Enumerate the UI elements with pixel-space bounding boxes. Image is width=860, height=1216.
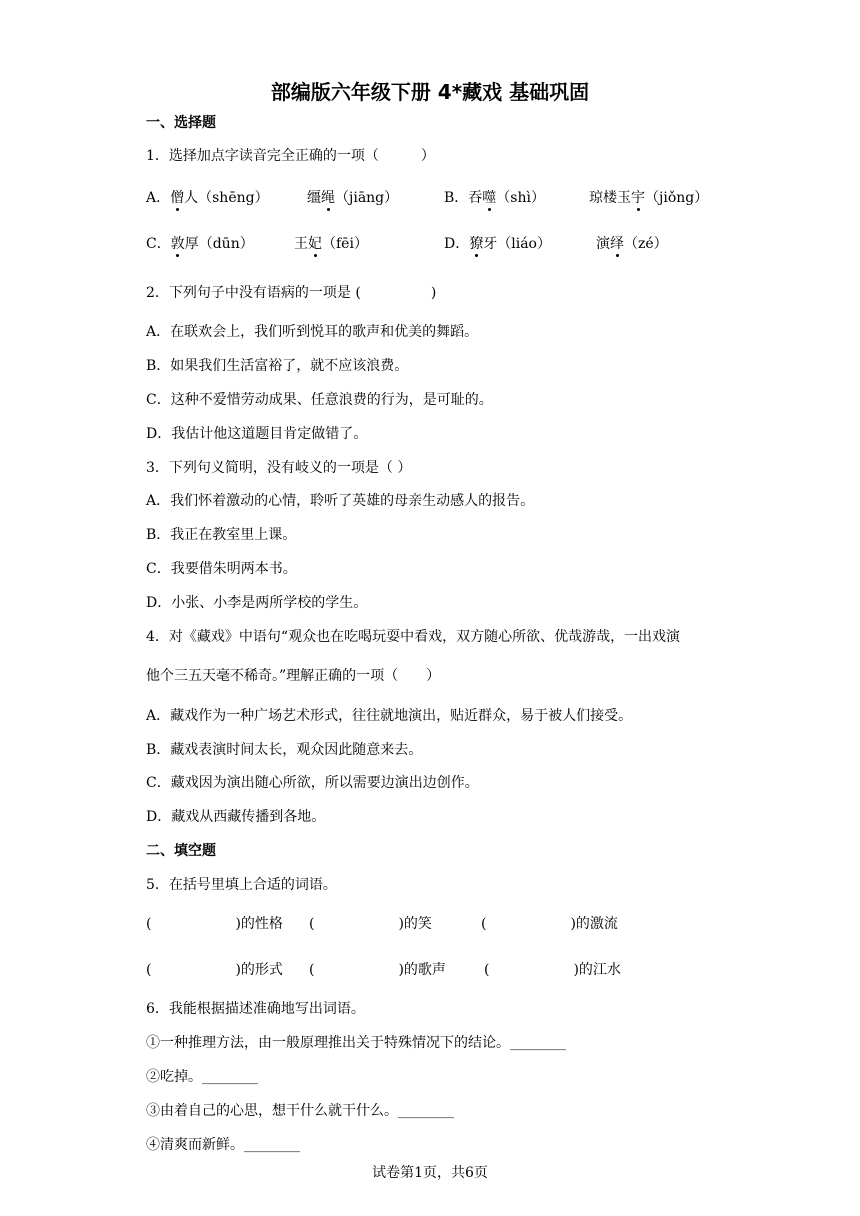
q1-option-b: B．吞噬（shì） [444, 187, 545, 207]
q4-option-d: D．藏戏从西藏传播到各地。 [146, 809, 326, 825]
q4-option-c: C．藏戏因为演出随心所欲，所以需要边演出边创作。 [146, 775, 479, 791]
emphasis-dot-char: 绳 [321, 187, 335, 207]
question-1-stem: 1．选择加点字读音完全正确的一项（ ） [146, 148, 435, 164]
q2-option-a: A．在联欢会上，我们听到悦耳的歌声和优美的舞蹈。 [146, 324, 479, 340]
q5-blank: ( )的江水 [484, 962, 621, 978]
page-footer: 试卷第1页，共6页 [372, 1165, 488, 1181]
question-6-stem: 6．我能根据描述准确地写出词语。 [146, 1001, 365, 1017]
emphasis-dot-char: 宇 [631, 187, 645, 207]
q2-option-b: B．如果我们生活富裕了，就不应该浪费。 [146, 358, 409, 374]
q6-item: ①一种推理方法，由一般原理推出关于特殊情况下的结论。________ [146, 1035, 566, 1051]
emphasis-dot-char: 噬 [482, 187, 496, 207]
q6-item: ③由着自己的心思，想干什么就干什么。________ [146, 1103, 454, 1119]
emphasis-dot-char: 僧 [170, 187, 184, 207]
q6-item: ④清爽而新鲜。________ [146, 1137, 300, 1153]
q4-option-b: B．藏戏表演时间太长，观众因此随意来去。 [146, 742, 423, 758]
q1-option-a: A．僧人（shēng） [146, 187, 269, 207]
q1-option-c: C．敦厚（dūn） [146, 233, 254, 253]
page-title: 部编版六年级下册 4*藏戏 基础巩固 [270, 80, 590, 104]
section-choice-heading: 一、选择题 [146, 115, 216, 131]
emphasis-dot-char: 獠 [469, 233, 483, 253]
question-4-stem-line1: 4．对《藏戏》中语句“观众也在吃喝玩耍中看戏，双方随心所欲、优哉游哉，一出戏演 [146, 629, 681, 645]
q5-blank: ( )的笑 [309, 916, 432, 932]
q3-option-a: A．我们怀着激动的心情，聆听了英雄的母亲生动感人的报告。 [146, 493, 535, 509]
q5-blank: ( )的形式 [146, 962, 283, 978]
q3-option-b: B．我正在教室里上课。 [146, 527, 297, 543]
q3-option-d: D．小张、小李是两所学校的学生。 [146, 595, 368, 611]
q1-option-c-2: 王妃（fēi） [294, 233, 368, 253]
emphasis-dot-char: 敦 [171, 233, 185, 253]
q1-option-b-2: 琼楼玉宇（jiǒng） [589, 187, 708, 207]
q1-option-a-2: 缰绳（jiāng） [307, 187, 398, 207]
q1-option-d-2: 演绎（zé） [596, 233, 668, 253]
q2-option-c: C．这种不爱惜劳动成果、任意浪费的行为，是可耻的。 [146, 392, 493, 408]
q3-option-c: C．我要借朱明两本书。 [146, 561, 297, 577]
section-fill-heading: 二、填空题 [146, 843, 216, 859]
question-5-stem: 5．在括号里填上合适的词语。 [146, 877, 337, 893]
emphasis-dot-char: 妃 [308, 233, 322, 253]
q1-option-d: D．獠牙（liáo） [444, 233, 551, 253]
q2-option-d: D．我估计他这道题目肯定做错了。 [146, 426, 368, 442]
q5-blank: ( )的激流 [481, 916, 618, 932]
question-4-stem-line2: 他个三五天毫不稀奇。”理解正确的一项（ ） [146, 668, 441, 684]
question-3-stem: 3．下列句义简明，没有岐义的一项是（ ） [146, 460, 412, 476]
q4-option-a: A．藏戏作为一种广场艺术形式，往往就地演出，贴近群众，易于被人们接受。 [146, 708, 633, 724]
question-2-stem: 2．下列句子中没有语病的一项是 ( ) [146, 285, 437, 301]
q5-blank: ( )的歌声 [309, 962, 446, 978]
q6-item: ②吃掉。________ [146, 1069, 258, 1085]
emphasis-dot-char: 绎 [610, 233, 624, 253]
q5-blank: ( )的性格 [146, 916, 283, 932]
